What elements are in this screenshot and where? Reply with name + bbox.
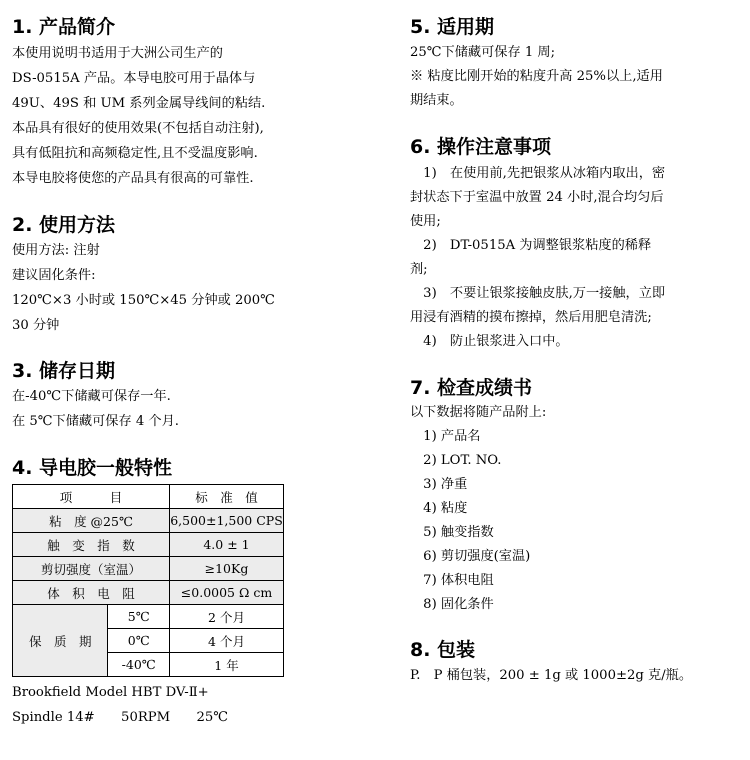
section-1-line: 49U、49S 和 UM 系列金属导线间的粘结. <box>12 96 266 111</box>
section-6-line: 1) 在使用前,先把银浆从冰箱内取出，密 <box>410 166 666 181</box>
properties-table <box>12 484 284 677</box>
section-5-title: 5. 适用期 <box>410 16 495 38</box>
section-7-line: 8) 固化条件 <box>410 597 494 612</box>
section-7-line: 1) 产品名 <box>410 429 481 444</box>
measurement-note-line: Brookfield Model HBT DV-Ⅱ+ <box>12 685 209 700</box>
shelf-value: 1 年 <box>170 653 284 677</box>
section-8-title: 8. 包装 <box>410 639 476 661</box>
section-3-title: 3. 储存日期 <box>12 360 116 382</box>
section-6-line: 4) 防止银浆进入口中。 <box>410 334 569 349</box>
section-6-body <box>410 162 740 354</box>
section-6-line: 使用; <box>410 214 441 229</box>
table-header-item: 项 目 <box>13 485 170 509</box>
section-7-line: 7) 体积电阻 <box>410 573 494 588</box>
right-column <box>410 0 740 688</box>
section-2-body <box>12 238 302 338</box>
section-5-body <box>410 41 740 113</box>
table-cell-item: 触 变 指 数 <box>13 533 170 557</box>
table-cell-value: 4.0 ± 1 <box>170 533 284 557</box>
table-cell-item: 体 积 电 阻 <box>13 581 170 605</box>
measurement-note-line: Spindle 14# 50RPM 25℃ <box>12 710 229 725</box>
section-8-body <box>410 664 740 688</box>
section-3-line: 在 5℃下储藏可保存 4 个月. <box>12 414 179 429</box>
section-1-line: 本品具有很好的使用效果(不包括自动注射), <box>12 121 264 136</box>
section-6-line: 用浸有酒精的摸布擦掉，然后用肥皂清洗; <box>410 310 652 325</box>
section-1-line: 具有低阻抗和高频稳定性,且不受温度影响. <box>12 146 258 161</box>
table-row <box>13 533 284 557</box>
section-7-line: 3) 净重 <box>410 477 468 492</box>
section-2-line: 建议固化条件: <box>12 268 96 283</box>
table-row <box>13 605 284 629</box>
shelf-temp: 5℃ <box>108 605 170 629</box>
section-5-line: 25℃下储藏可保存 1 周; <box>410 45 556 60</box>
section-7-title: 7. 检查成绩书 <box>410 377 533 399</box>
section-1-line: 本导电胶将使您的产品具有很高的可靠性. <box>12 171 254 186</box>
table-header-row <box>13 485 284 509</box>
shelf-value: 2 个月 <box>170 605 284 629</box>
section-8-line: P. P 桶包装，200 ± 1g 或 1000±2g 克/瓶。 <box>410 668 693 683</box>
section-7-line: 以下数据将随产品附上: <box>410 405 547 420</box>
section-1-line: DS-0515A 产品。本导电胶可用于晶体与 <box>12 71 256 86</box>
table-cell-value: 6,500±1,500 CPS <box>170 509 284 533</box>
section-6-line: 剂; <box>410 262 428 277</box>
table-row <box>13 509 284 533</box>
section-7-line: 2) LOT. NO. <box>410 453 502 468</box>
section-7-body <box>410 401 740 617</box>
shelf-life-label: 保 质 期 <box>13 605 108 677</box>
shelf-temp: -40℃ <box>108 653 170 677</box>
shelf-value: 4 个月 <box>170 629 284 653</box>
table-cell-value: ≤0.0005 Ω cm <box>170 581 284 605</box>
table-cell-item: 粘 度 @25℃ <box>13 509 170 533</box>
section-6-title: 6. 操作注意事项 <box>410 136 552 158</box>
section-7-line: 6) 剪切强度(室温) <box>410 549 531 564</box>
left-column <box>12 0 302 730</box>
section-5-line: 期结束。 <box>410 93 463 108</box>
section-7-line: 5) 触变指数 <box>410 525 494 540</box>
section-7-line: 4) 粘度 <box>410 501 468 516</box>
table-row <box>13 557 284 581</box>
section-4-title: 4. 导电胶一般特性 <box>12 457 173 479</box>
section-3-line: 在-40℃下储藏可保存一年. <box>12 389 171 404</box>
section-1-line: 本使用说明书适用于大洲公司生产的 <box>12 46 223 61</box>
section-5-line: ※ 粘度比刚开始的粘度升高 25%以上,适用 <box>410 69 663 84</box>
section-3-body <box>12 384 302 434</box>
table-header-value: 标 准 值 <box>170 485 284 509</box>
section-1-title: 1. 产品简介 <box>12 16 116 38</box>
section-2-title: 2. 使用方法 <box>12 214 116 236</box>
section-6-line: 3) 不要让银浆接触皮肤,万一接触，立即 <box>410 286 666 301</box>
section-1-body <box>12 41 302 191</box>
shelf-temp: 0℃ <box>108 629 170 653</box>
section-6-line: 封状态下于室温中放置 24 小时,混合均匀后 <box>410 190 664 205</box>
table-cell-item: 剪切强度（室温） <box>13 557 170 581</box>
section-6-line: 2) DT-0515A 为调整银浆粘度的稀释 <box>410 238 652 253</box>
table-cell-value: ≥10Kg <box>170 557 284 581</box>
section-2-line: 使用方法: 注射 <box>12 243 100 258</box>
measurement-note <box>12 680 302 730</box>
table-row <box>13 581 284 605</box>
section-2-line: 120℃×3 小时或 150℃×45 分钟或 200℃ <box>12 293 275 308</box>
section-2-line: 30 分钟 <box>12 318 60 333</box>
